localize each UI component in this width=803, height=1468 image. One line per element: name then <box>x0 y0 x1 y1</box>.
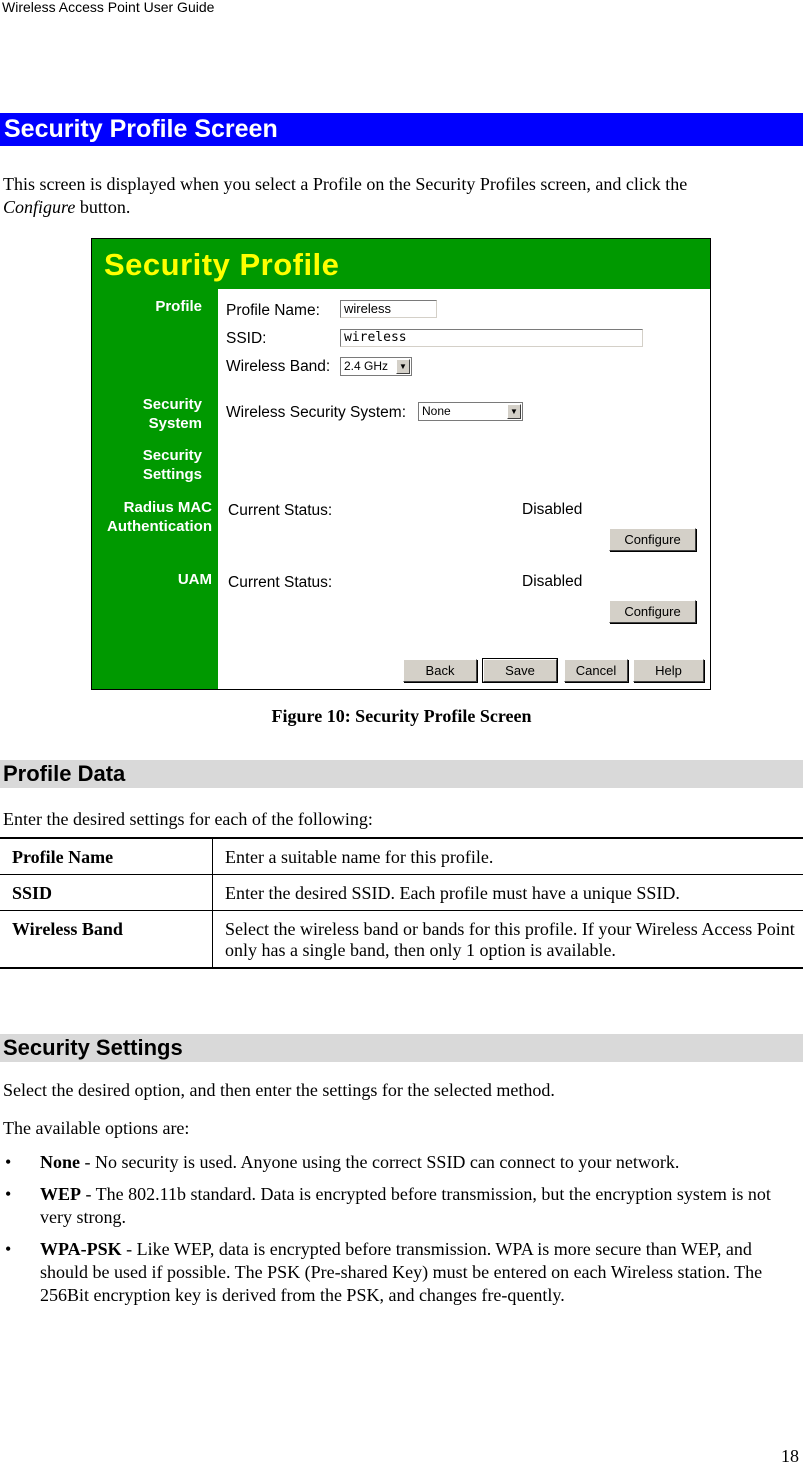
sidebar-radius-mac: Radius MAC Authentication <box>107 499 212 535</box>
configure-word: Configure <box>3 197 76 217</box>
figure-title: Security Profile <box>104 247 340 282</box>
uam-configure-button[interactable]: Configure <box>609 600 696 623</box>
chevron-down-icon: ▼ <box>396 359 410 374</box>
bullet-icon: • <box>5 1152 12 1172</box>
term-cell: SSID <box>0 875 213 911</box>
term-cell: Profile Name <box>0 838 213 875</box>
profile-data-intro: Enter the desired settings for each of the following: <box>3 809 373 829</box>
intro-paragraph <box>3 173 801 219</box>
intro-rest: button. <box>75 197 131 217</box>
security-system-label: Wireless Security System: <box>226 404 407 421</box>
uam-status-value: Disabled <box>522 573 583 590</box>
security-system-value: None <box>422 404 451 418</box>
section-title: Security Profile Screen <box>0 113 803 146</box>
security-system-select[interactable] <box>418 402 523 421</box>
profile-name-input[interactable]: wireless <box>340 300 437 318</box>
figure-caption: Figure 10: Security Profile Screen <box>271 706 532 726</box>
option-term: None <box>40 1152 80 1172</box>
security-settings-intro: Select the desired option, and then enter the settings for the selected method. <box>3 1080 555 1100</box>
bullet-icon: • <box>5 1239 12 1259</box>
option-text: - The 802.11b standard. Data is encrypted before transmission, but the encryption system is not very strong. <box>40 1184 771 1227</box>
security-settings-heading: Security Settings <box>0 1034 803 1062</box>
list-item <box>0 1238 790 1307</box>
radius-configure-button[interactable]: Configure <box>609 528 696 551</box>
term-cell: Wireless Band <box>0 911 213 969</box>
option-text: - Like WEP, data is encrypted before transmission. WPA is more secure than WEP, and should be used if possible. The PSK (Pre-shared Key) must be entered on each Wireless station. The 256Bit encryption key is derived from the PSK, and changes fre-quently. <box>40 1239 763 1305</box>
sidebar-uam: UAM <box>177 571 212 588</box>
band-select[interactable] <box>340 357 412 376</box>
chevron-down-icon: ▼ <box>507 404 521 419</box>
uam-status-label: Current Status: <box>228 574 333 591</box>
radius-status-label: Current Status: <box>228 502 333 519</box>
ssid-input[interactable]: wireless <box>340 329 643 347</box>
list-item <box>0 1183 790 1229</box>
cancel-button[interactable]: Cancel <box>564 659 628 682</box>
band-select-value: 2.4 GHz <box>344 359 389 373</box>
profile-data-table <box>0 837 803 969</box>
intro-line: This screen is displayed when you select a Profile on the Security Profiles screen, and click the <box>3 174 688 194</box>
band-label: Wireless Band: <box>226 358 331 375</box>
sidebar-security-system: Security System <box>142 396 202 432</box>
sidebar-profile: Profile <box>155 298 202 315</box>
desc-cell: Enter a suitable name for this profile. <box>213 838 803 875</box>
figure-panel <box>218 289 710 689</box>
page-number: 18 <box>781 1446 799 1466</box>
ssid-label: SSID: <box>226 330 267 347</box>
list-item <box>0 1151 790 1174</box>
save-button[interactable]: Save <box>483 659 557 682</box>
desc-cell: Enter the desired SSID. Each profile must have a unique SSID. <box>213 875 803 911</box>
help-button[interactable]: Help <box>633 659 704 682</box>
table-row <box>0 838 803 875</box>
option-term: WEP <box>40 1184 82 1204</box>
desc-cell: Select the wireless band or bands for this profile. If your Wireless Access Point only has a single band, then only 1 option is available. <box>213 911 803 969</box>
sidebar-security-settings: Security Settings <box>142 447 202 483</box>
table-row <box>0 911 803 969</box>
back-button[interactable]: Back <box>403 659 477 682</box>
profile-data-heading: Profile Data <box>0 760 803 788</box>
option-text: - No security is used. Anyone using the correct SSID can connect to your network. <box>80 1152 680 1172</box>
security-options-list <box>0 1151 790 1316</box>
table-row <box>0 875 803 911</box>
radius-status-value: Disabled <box>522 501 583 518</box>
option-term: WPA-PSK <box>40 1239 122 1259</box>
security-settings-options-intro: The available options are: <box>3 1118 190 1138</box>
bullet-icon: • <box>5 1184 12 1204</box>
profile-name-label: Profile Name: <box>226 302 320 319</box>
security-profile-figure <box>91 238 711 690</box>
running-head: Wireless Access Point User Guide <box>2 0 215 15</box>
